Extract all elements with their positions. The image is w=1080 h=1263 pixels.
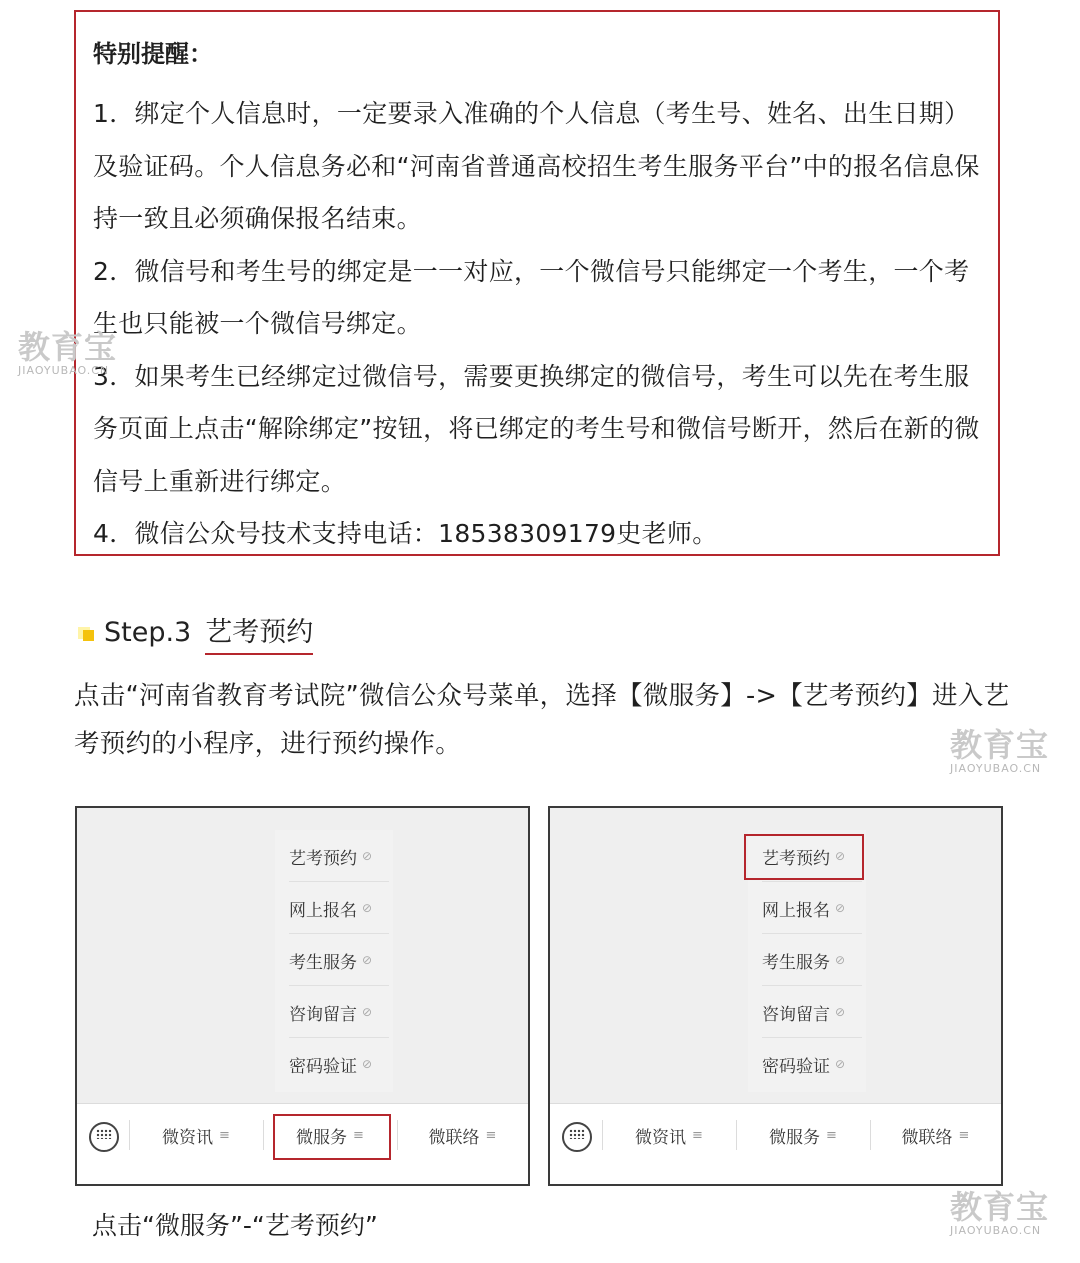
step-label: Step.3 <box>104 616 192 648</box>
menu-item-label: 艺考预约 <box>289 848 357 869</box>
watermark-logo <box>950 728 1049 775</box>
menu-lines-icon: ≡ <box>485 1127 497 1143</box>
menu-item-label: 咨询留言 <box>289 1004 357 1025</box>
menu-item-consult-message[interactable] <box>289 986 389 1038</box>
menu-item-online-registration[interactable] <box>762 882 862 934</box>
menu-item-label: 网上报名 <box>762 900 830 921</box>
link-icon: ⊘ <box>362 901 373 915</box>
square-bullet-icon <box>78 624 94 640</box>
menu-item-label: 考生服务 <box>289 952 357 973</box>
notice-box <box>74 10 1000 556</box>
tab-label: 微服务 <box>769 1127 821 1148</box>
link-icon: ⊘ <box>362 953 373 967</box>
tab-label: 微联络 <box>901 1127 953 1148</box>
menu-lines-icon: ≡ <box>219 1127 230 1143</box>
watermark-logo <box>18 330 117 377</box>
menu-screenshot-left <box>75 806 530 1186</box>
menu-item-candidate-service[interactable] <box>762 934 862 986</box>
tab-label: 微联络 <box>428 1127 480 1148</box>
link-icon: ⊘ <box>835 1005 846 1019</box>
tab-contact[interactable] <box>870 1104 1001 1166</box>
menu-item-password-verify[interactable] <box>762 1038 862 1090</box>
highlight-art-exam-booking <box>744 834 864 880</box>
figure-caption: 点击“微服务”-“艺考预约” <box>92 1211 378 1240</box>
step-name: 艺考预约 <box>205 610 313 655</box>
menu-item-candidate-service[interactable] <box>289 934 389 986</box>
menu-item-consult-message[interactable] <box>762 986 862 1038</box>
menu-item-art-exam-booking[interactable] <box>289 830 389 882</box>
notice-item-2: 2．微信号和考生号的绑定是一一对应，一个微信号只能绑定一个考生，一个考生也只能被一个微信号绑定。 <box>93 256 970 338</box>
tab-label: 微资讯 <box>162 1127 214 1148</box>
instruction-text: 点击“河南省教育考试院”微信公众号菜单，选择【微服务】->【艺考预约】进入艺考预约的小程序，进行预约操作。 <box>74 681 1010 759</box>
link-icon: ⊘ <box>362 849 373 863</box>
menu-item-password-verify[interactable] <box>289 1038 389 1090</box>
notice-item-3: 3．如果考生已经绑定过微信号，需要更换绑定的微信号，考生可以先在考生服务页面上点击“解除绑定”按钮，将已绑定的考生号和微信号断开，然后在新的微信号上重新进行绑定。 <box>93 361 980 496</box>
keyboard-icon[interactable] <box>562 1122 592 1152</box>
keyboard-icon[interactable] <box>89 1122 119 1152</box>
link-icon: ⊘ <box>835 901 846 915</box>
menu-item-label: 艺考预约 <box>762 848 830 869</box>
menu-lines-icon: ≡ <box>353 1127 364 1143</box>
link-icon: ⊘ <box>835 849 846 863</box>
link-icon: ⊘ <box>362 1005 373 1019</box>
tab-micro-service[interactable] <box>736 1104 870 1166</box>
link-icon: ⊘ <box>362 1057 373 1071</box>
watermark-text: 教育宝 <box>950 1188 1050 1226</box>
notice-item-4: 4．微信公众号技术支持电话：18538309179史老师。 <box>93 519 718 548</box>
menu-item-label: 密码验证 <box>289 1056 357 1077</box>
watermark-subtext: JIAOYUBAO.CN <box>18 364 110 377</box>
menu-lines-icon: ≡ <box>692 1127 703 1143</box>
notice-body <box>93 88 993 561</box>
watermark-subtext: JIAOYUBAO.CN <box>950 1224 1042 1237</box>
menu-screenshot-right <box>548 806 1003 1186</box>
menu-item-label: 网上报名 <box>289 900 357 921</box>
tab-label: 微服务 <box>296 1127 348 1148</box>
menu-item-label: 密码验证 <box>762 1056 830 1077</box>
menu-item-label: 考生服务 <box>762 952 830 973</box>
menu-lines-icon: ≡ <box>826 1127 837 1143</box>
tab-label: 微资讯 <box>635 1127 687 1148</box>
watermark-logo <box>950 1190 1049 1237</box>
step-heading <box>78 610 313 654</box>
notice-item-1: 1．绑定个人信息时，一定要录入准确的个人信息（考生号、姓名、出生日期）及验证码。个人信息务必和“河南省普通高校招生考生服务平台”中的报名信息保持一致且必须确保报名结束。 <box>93 99 980 233</box>
watermark-text: 教育宝 <box>18 328 118 366</box>
tab-news[interactable] <box>602 1104 736 1166</box>
menu-item-label: 咨询留言 <box>762 1004 830 1025</box>
link-icon: ⊘ <box>835 953 846 967</box>
tab-contact[interactable] <box>397 1104 528 1166</box>
watermark-text: 教育宝 <box>950 726 1050 764</box>
bottom-menu-bar <box>550 1103 1001 1184</box>
link-icon: ⊘ <box>835 1057 846 1071</box>
menu-lines-icon: ≡ <box>958 1127 970 1143</box>
highlight-micro-service <box>273 1114 391 1160</box>
menu-item-online-registration[interactable] <box>289 882 389 934</box>
notice-title: 特别提醒： <box>93 40 213 68</box>
tab-news[interactable] <box>129 1104 263 1166</box>
watermark-subtext: JIAOYUBAO.CN <box>950 762 1042 775</box>
